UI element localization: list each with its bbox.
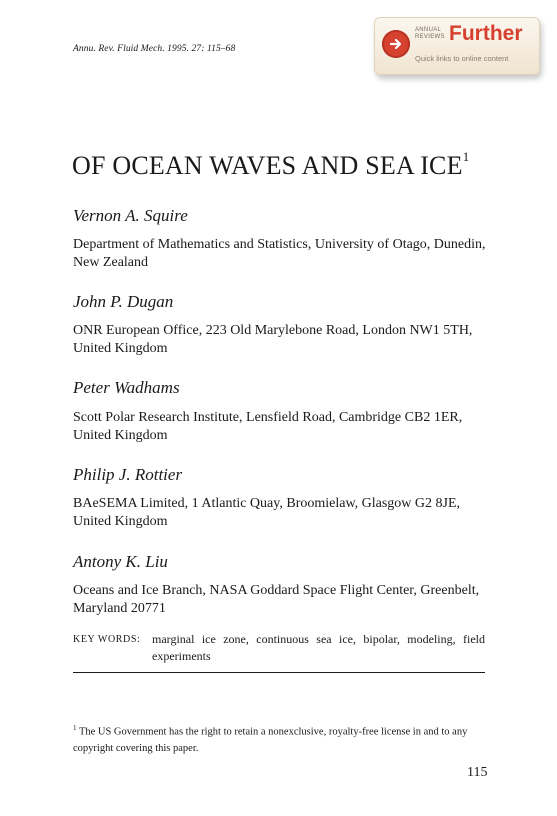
keywords-label: KEY WORDS: bbox=[73, 634, 141, 645]
author-name: Vernon A. Squire bbox=[73, 206, 188, 225]
author-affiliation: BAeSEMA Limited, 1 Atlantic Quay, Broomielaw, Glasgow G2 8JE, United Kingdom bbox=[73, 496, 461, 529]
section-divider bbox=[73, 672, 485, 673]
further-link-badge[interactable] bbox=[374, 17, 540, 75]
further-title: Further bbox=[449, 22, 523, 45]
author-name: Antony K. Liu bbox=[73, 552, 168, 571]
keywords-text: marginal ice zone, continuous sea ice, bipolar, modeling, field experiments bbox=[152, 632, 485, 663]
journal-reference: Annu. Rev. Fluid Mech. 1995. 27: 115–68 bbox=[73, 44, 236, 54]
further-subtitle: Quick links to online content bbox=[415, 54, 509, 63]
author-affiliation: ONR European Office, 223 Old Marylebone Road, London NW1 5TH, United Kingdom bbox=[73, 323, 473, 356]
footnote-mark: 1 bbox=[73, 724, 77, 732]
author-name: Philip J. Rottier bbox=[73, 465, 183, 484]
article-title-text: OF OCEAN WAVES AND SEA ICE bbox=[72, 151, 463, 180]
author-affiliation: Scott Polar Research Institute, Lensfield Road, Cambridge CB2 1ER, United Kingdom bbox=[73, 410, 463, 443]
article-title bbox=[72, 151, 469, 181]
author-name: Peter Wadhams bbox=[73, 378, 180, 397]
further-arrow-icon bbox=[382, 30, 410, 58]
annual-reviews-logo-text: ANNUAL REVIEWS bbox=[415, 27, 445, 40]
title-footnote-mark: 1 bbox=[462, 149, 470, 165]
author-name: John P. Dugan bbox=[73, 292, 174, 311]
author-affiliation: Department of Mathematics and Statistics, University of Otago, Dunedin, New Zealand bbox=[73, 237, 486, 270]
footnote-text: The US Government has the right to retain a nonexclusive, royalty-free license in and to any copyright covering this paper. bbox=[73, 726, 468, 754]
page-number: 115 bbox=[467, 765, 488, 780]
footnote bbox=[73, 720, 493, 757]
author-affiliation: Oceans and Ice Branch, NASA Goddard Space Flight Center, Greenbelt, Maryland 20771 bbox=[73, 583, 480, 616]
